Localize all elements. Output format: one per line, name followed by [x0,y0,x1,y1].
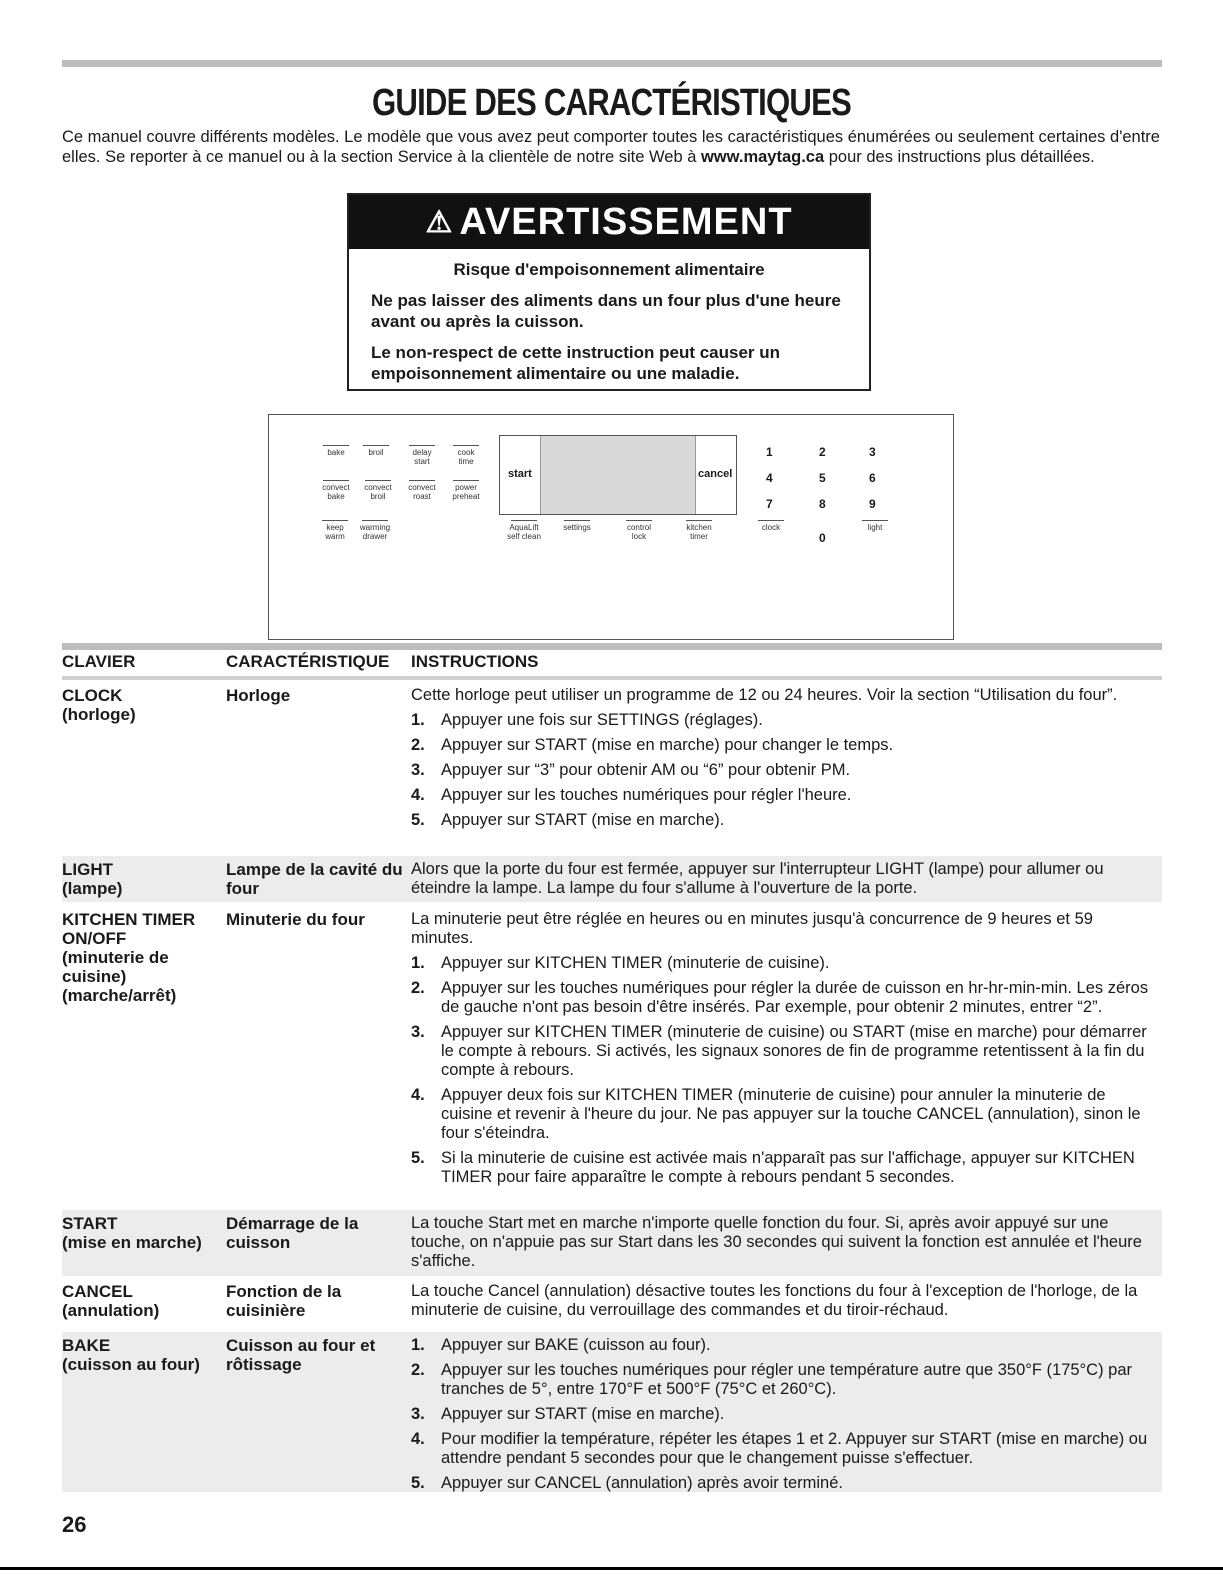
start-key-label: start [508,468,532,480]
row-feature: Minuterie du four [226,910,365,929]
warning-header [349,195,869,249]
key-delay-start: delay start [407,445,437,466]
display-area [499,435,737,515]
row-instructions [411,1336,1156,1499]
step: 3. Appuyer sur “3” pour obtenir AM ou “6” pour obtenir PM. [411,761,851,779]
table-row-bake [62,1332,1162,1492]
key-light: light [861,520,889,532]
step: 5. Appuyer sur START (mise en marche). [411,811,725,829]
step: 1. Appuyer une fois sur SETTINGS (réglages). [411,711,763,729]
row-feature: Horloge [226,686,291,705]
step: 4. Appuyer sur les touches numériques pour régler l'heure. [411,786,852,804]
digit-5: 5 [819,471,826,485]
key-kitchen-timer: kitchen timer [681,520,717,541]
page-title: GUIDE DES CARACTÉRISTIQUES [371,82,852,124]
row-key: CLOCK (horloge) [62,686,136,724]
key-power-preheat: power preheat [449,480,483,501]
step: 3. Appuyer sur KITCHEN TIMER (minuterie de cuisine) ou START (mise en marche) pour démarrer le compte à rebours. Si activés, les signaux sonores de fin de programme retentissent à la fin du compte à rebours. [411,1023,1147,1079]
digit-6: 6 [869,471,876,485]
row-intro: La minuterie peut être réglée en heures ou en minutes jusqu'à concurrence de 9 heures et 59 minutes. [411,910,1093,947]
row-instructions [411,686,1156,836]
warning-body [349,249,869,384]
display-screen [540,436,696,514]
key-settings: settings [559,520,595,532]
bottom-rule [0,1567,1223,1570]
warning-triangle-icon: ⚠ [425,205,454,239]
step: 5. Si la minuterie de cuisine est activée mais n'apparaît pas sur l'affichage, appuyer sur KITCHEN TIMER pour faire apparaître le compte à rebours pendant 5 secondes. [411,1149,1135,1186]
step: 1. Appuyer sur KITCHEN TIMER (minuterie de cuisine). [411,954,830,972]
row-feature: Lampe de la cavité du four [226,860,403,898]
table-row-start [62,1210,1162,1276]
header-instructions: INSTRUCTIONS [411,652,539,671]
table-row-cancel [62,1282,1162,1326]
table-header-rule [62,676,1162,680]
digit-9: 9 [869,497,876,511]
row-feature: Démarrage de la cuisson [226,1214,359,1252]
key-convect-roast: convect roast [405,480,439,501]
key-aqualift: AquaLift self clean [504,520,544,541]
step: 2. Appuyer sur les touches numériques pour régler une température autre que 350°F (175°C) par tranches de 5°, entre 170°F et 500°F (75°C et 260°C). [411,1361,1132,1398]
key-convect-bake: convect bake [319,480,353,501]
step: 5. Appuyer sur CANCEL (annulation) après avoir terminé. [411,1474,843,1492]
row-instructions: Alors que la porte du four est fermée, appuyer sur l'interrupteur LIGHT (lampe) pour allumer ou éteindre la lampe. La lampe du four s'allume à l'ouverture de la porte. [411,860,1104,897]
control-panel-diagram [268,414,954,640]
digit-1: 1 [766,445,773,459]
intro-text-end: pour des instructions plus détaillées. [824,148,1095,166]
row-intro: Cette horloge peut utiliser un programme de 12 ou 24 heures. Voir la section “Utilisation du four”. [411,686,1118,704]
intro-paragraph [62,127,1162,167]
intro-text: Ce manuel couvre différents modèles. Le modèle que vous avez peut comporter toutes les caractéristiques énumérées ou seulement certaines d'entre elles. Se reporter à ce manuel ou à la section Service à la clientèle de notre site Web à [62,128,1160,166]
step: 3. Appuyer sur START (mise en marche). [411,1405,725,1423]
row-feature: Cuisson au four et rôtissage [226,1336,376,1374]
key-warming-drawer: warming drawer [357,520,393,541]
row-instructions: La touche Start met en marche n'importe quelle fonction du four. Si, après avoir appuyé sur une touche, on n'appuie pas sur Start dans les 30 secondes qui suivent la fonction est annulée et l'heure s'affiche. [411,1214,1142,1270]
digit-3: 3 [869,445,876,459]
row-key: LIGHT (lampe) [62,860,123,898]
key-keep-warm: keep warm [321,520,349,541]
warning-subtitle: Risque d'empoisonnement alimentaire [453,260,765,279]
key-broil: broil [361,445,391,457]
row-instructions [411,910,1156,1193]
step: 4. Appuyer deux fois sur KITCHEN TIMER (minuterie de cuisine) pour annuler la minuterie de cuisine et revenir à l'heure du jour. Ne pas appuyer sur la touche CANCEL (annulation), sinon le four s'éteindra. [411,1086,1141,1142]
digit-8: 8 [819,497,826,511]
header-feature: CARACTÉRISTIQUE [226,652,390,671]
header-key: CLAVIER [62,652,136,671]
row-key: BAKE (cuisson au four) [62,1336,200,1374]
row-feature: Fonction de la cuisinière [226,1282,342,1320]
table-top-rule [62,643,1162,650]
step: 4. Pour modifier la température, répéter les étapes 1 et 2. Appuyer sur START (mise en marche) ou attendre pendant 5 secondes pour que le changement puisse s'effectuer. [411,1430,1148,1467]
website-link[interactable]: www.maytag.ca [700,148,825,166]
step: 2. Appuyer sur les touches numériques pour régler la durée de cuisson en hr-hr-min-min. Les zéros de gauche n'ont pas besoin d'être insérés. Par exemple, pour obtenir 2 minutes, entrer “2”. [411,979,1149,1016]
cancel-key-label: cancel [698,468,733,480]
warning-box [347,193,871,391]
digit-2: 2 [819,445,826,459]
row-key: CANCEL (annulation) [62,1282,160,1320]
digit-7: 7 [766,497,773,511]
digit-0: 0 [819,531,826,545]
table-row-clock [62,686,1162,852]
key-control-lock: control lock [621,520,657,541]
step: 2. Appuyer sur START (mise en marche) pour changer le temps. [411,736,894,754]
row-key: START (mise en marche) [62,1214,202,1252]
row-key: KITCHEN TIMER ON/OFF (minuterie de cuisine) (marche/arrêt) [62,910,196,1005]
key-cook-time: cook time [451,445,481,466]
key-bake: bake [321,445,351,457]
warning-line-2: Le non-respect de cette instruction peut causer un empoisonnement alimentaire ou une maladie. [371,343,781,383]
warning-line-1: Ne pas laisser des aliments dans un four plus d'une heure avant ou après la cuisson. [371,291,841,331]
digit-4: 4 [766,471,773,485]
table-row-light [62,856,1162,902]
key-convect-broil: convect broil [361,480,395,501]
step: 1. Appuyer sur BAKE (cuisson au four). [411,1336,711,1354]
table-row-kitchen-timer [62,910,1162,1206]
row-instructions: La touche Cancel (annulation) désactive toutes les fonctions du four à l'exception de l'horloge, de la minuterie de cuisine, du verrouillage des commandes et du tiroir-réchaud. [411,1282,1138,1319]
warning-header-text: AVERTISSEMENT [459,200,793,243]
top-rule [62,60,1162,67]
key-clock: clock [757,520,785,532]
page-number: 26 [62,1512,87,1537]
